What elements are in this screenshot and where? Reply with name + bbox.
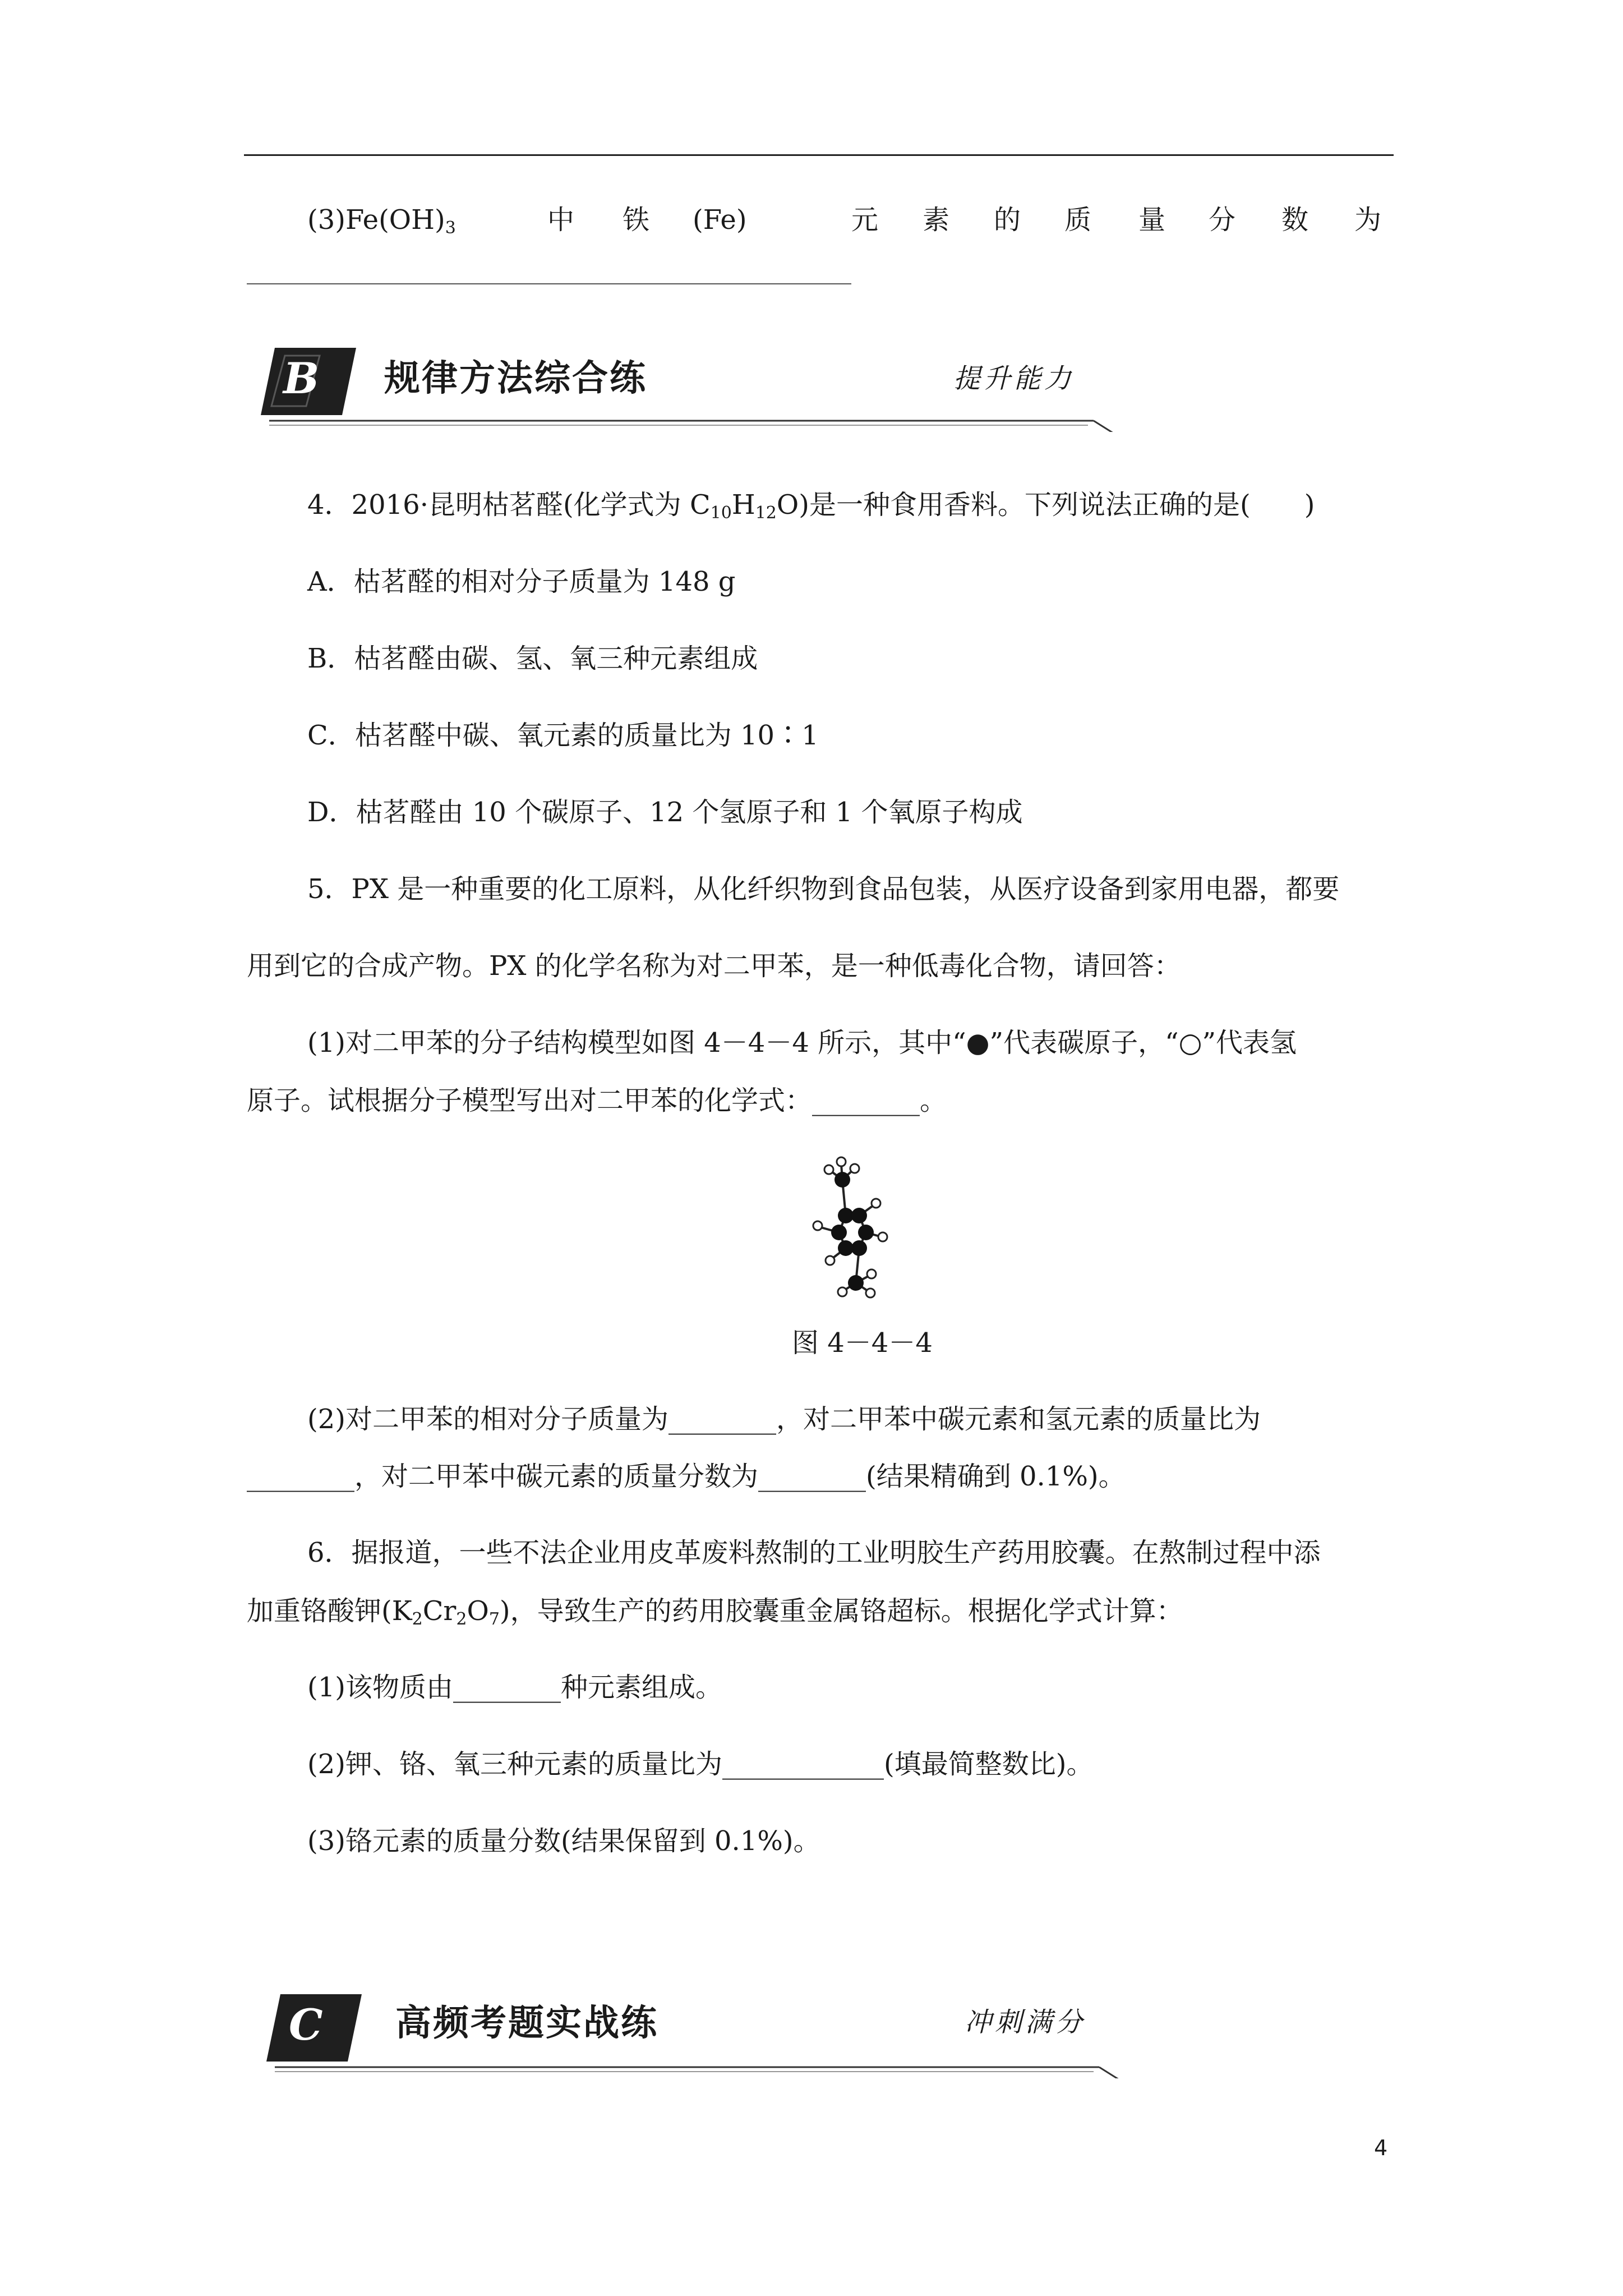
section-b-subtitle: 提升能力 [953,363,1075,394]
q5-part2-line1: (2)对二甲苯的相对分子质量为________，对二甲苯中碳元素和氢元素的质量比为 [307,1404,1261,1435]
q5-stem-line2: 用到它的合成产物。PX 的化学名称为对二甲苯，是一种低毒化合物，请回答： [247,950,1181,982]
q3-word-8: 分 [1209,204,1236,236]
q3-word-6: 质 [1064,204,1092,236]
q6-part2: (2)钾、铬、氧三种元素的质量比为____________(填最简整数比)。 [307,1749,1094,1780]
q3-word-0: 中 [547,204,575,236]
p-xylene-molecule-figure [785,1153,920,1299]
q3-word-7: 量 [1138,204,1166,236]
q5-part1-line1: (1)对二甲苯的分子结构模型如图 4－4－4 所示，其中“●”代表碳原子，“○”代表氢 [307,1027,1297,1059]
section-c-letter: C [289,2000,323,2050]
figure-caption: 图 4－4－4 [792,1327,933,1359]
q4-option-d: D．枯茗醛由 10 个碳原子、12 个氢原子和 1 个氧原子构成 [307,797,1023,828]
q3-answer-blank [247,283,851,284]
section-c-subtitle: 冲刺满分 [965,2007,1086,2038]
q3-word-5: 的 [994,204,1021,236]
q3-word-4: 素 [923,204,950,236]
header-rule [244,154,1394,156]
q3-prefix: (3)Fe(OH) [307,204,445,236]
q3-fe-line: $(3)Fe(OH)_3$ [307,204,456,238]
q4-option-c: C．枯茗醛中碳、氧元素的质量比为 10∶1 [307,720,819,751]
q4-option-a: A．枯茗醛的相对分子质量为 148 g [307,566,736,597]
q6-part3: (3)铬元素的质量分数(结果保留到 0.1%)。 [307,1825,820,1857]
q3-word-10: 为 [1354,204,1382,236]
q3-word-9: 数 [1281,204,1309,236]
q5-part2-line2: ________，对二甲苯中碳元素的质量分数为________(结果精确到 0.1%)。 [247,1461,1126,1492]
q3-word-2: (Fe) [693,204,747,236]
q5-stem-line1: 5．PX 是一种重要的化工原料，从化纤织物到食品包装，从医疗设备到家用电器，都要 [307,873,1340,905]
q4-option-b: B．枯茗醛由碳、氢、氧三种元素组成 [307,643,758,674]
section-c-title: 高频考题实战练 [395,2003,658,2044]
section-b-header [252,337,1127,432]
q3-word-3: 元 [851,204,879,236]
q3-word-1: 铁 [623,204,650,236]
section-c-header [258,1983,1133,2078]
q6-part1: (1)该物质由________种元素组成。 [307,1672,722,1703]
q6-stem-line2: 加重铬酸钾$(K_2Cr_2O_7)$，导致生产的药用胶囊重金属铬超标。根据化学式计算： [247,1595,1183,1629]
q5-part1-line2: 原子。试根据分子模型写出对二甲苯的化学式：________。 [247,1085,947,1116]
section-b-letter: B [283,353,320,403]
q4-stem: 4．2016·昆明枯茗醛(化学式为 $C_{10}H_{12}O$)是一种食用香料。下列说法正确的是( ) [307,489,1315,523]
q6-stem-line1: 6．据报道，一些不法企业用皮革废料熬制的工业明胶生产药用胶囊。在熬制过程中添 [307,1537,1321,1568]
section-b-title: 规律方法综合练 [384,358,647,399]
page-number: 4 [1374,2136,1388,2160]
